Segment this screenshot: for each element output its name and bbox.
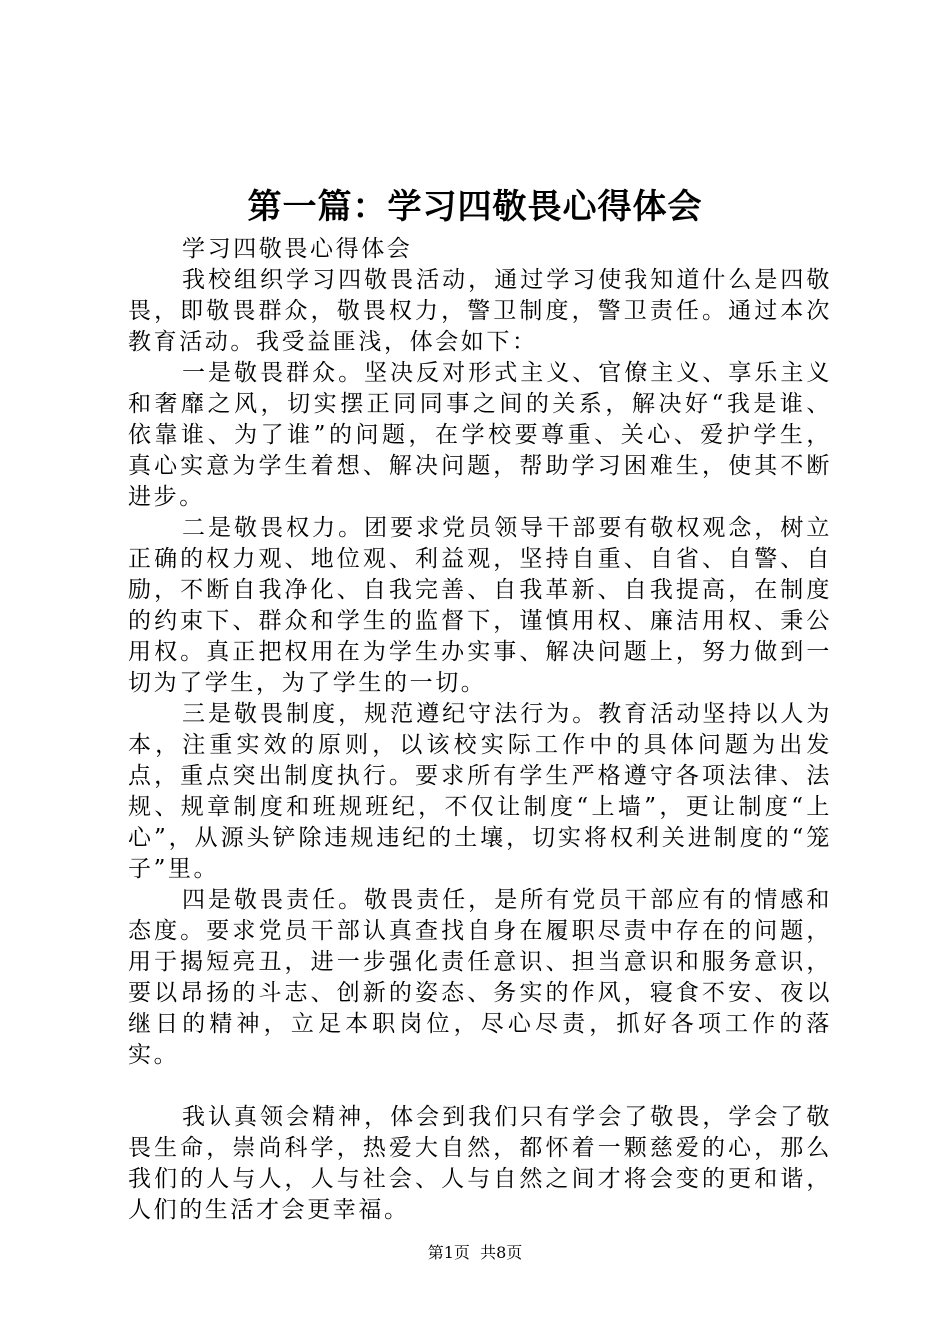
page-footer: [0, 1242, 950, 1264]
document-body: [128, 234, 832, 1226]
paragraph-point-two: 二是敬畏权力。团要求党员领导干部要有敬权观念，树立正确的权力观、地位观、利益观，坚持自重、自省、自警、自励，不断自我净化、自我完善、自我革新、自我提高，在制度的约束下、群众和学生的监督下，谨慎用权、廉洁用权、秉公用权。真正把权用在为学生办实事、解决问题上，努力做到一切为了学生，为了学生的一切。: [128, 515, 832, 696]
document-title: 第一篇：学习四敬畏心得体会: [247, 187, 703, 227]
page-total: 共8页: [480, 1243, 523, 1262]
paragraph-point-four: 四是敬畏责任。敬畏责任，是所有党员干部应有的情感和态度。要求党员干部认真查找自身在履职尽责中存在的问题，用于揭短亮丑，进一步强化责任意识、担当意识和服务意识，要以昂扬的斗志、创新的姿态、务实的作风，寝食不安、夜以继日的精神，立足本职岗位，尽心尽责，抓好各项工作的落实。: [128, 887, 832, 1068]
page-number: 第1页: [427, 1243, 470, 1262]
paragraph-point-one: 一是敬畏群众。坚决反对形式主义、官僚主义、享乐主义和奢靡之风，切实摆正同同事之间的关系，解决好“我是谁、依靠谁、为了谁”的问题，在学校要尊重、关心、爱护学生，真心实意为学生着想、解决问题，帮助学习困难生，使其不断进步。: [128, 360, 832, 510]
paragraph-point-three: 三是敬畏制度，规范遵纪守法行为。教育活动坚持以人为本，注重实效的原则，以该校实际工作中的具体问题为出发点，重点突出制度执行。要求所有学生严格遵守各项法律、法规、规章制度和班规班纪，不仅让制度“上墙”，更让制度“上心”，从源头铲除违规违纪的土壤，切实将权利关进制度的“笼子”里。: [128, 701, 832, 882]
paragraph-conclusion: 我认真领会精神，体会到我们只有学会了敬畏，学会了敬畏生命，崇尚科学，热爱大自然，都怀着一颗慈爱的心，那么我们的人与人，人与社会、人与自然之间才将会变的更和谐，人们的生活才会更幸福。: [128, 1104, 832, 1223]
paragraph-subtitle: 学习四敬畏心得体会: [182, 236, 413, 262]
paragraph-intro: 我校组织学习四敬畏活动，通过学习使我知道什么是四敬畏，即敬畏群众，敬畏权力，警卫制度，警卫责任。通过本次教育活动。我受益匪浅，体会如下：: [128, 267, 832, 355]
